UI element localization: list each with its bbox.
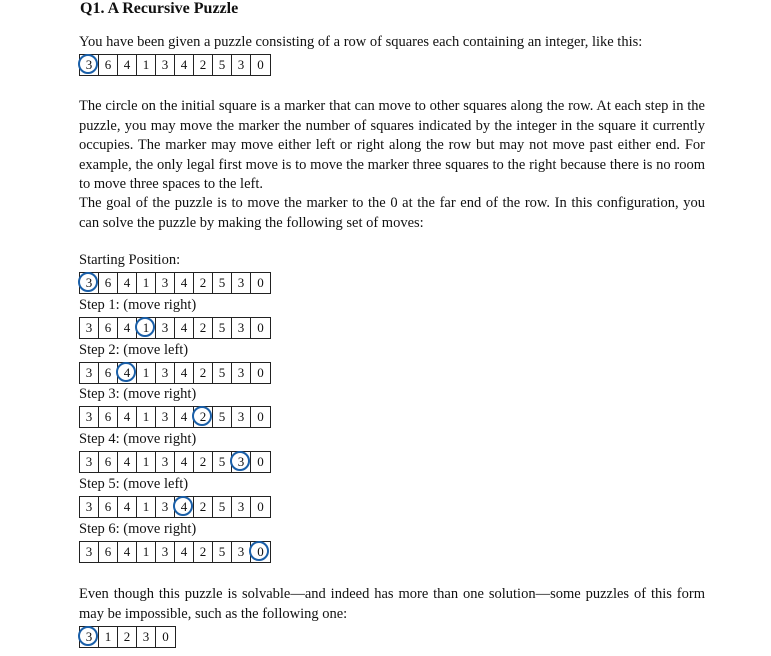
square-value: 1: [104, 629, 112, 644]
puzzle-square: [137, 273, 156, 293]
square-value: 3: [142, 629, 150, 644]
square-value: 6: [104, 454, 112, 470]
square-value: 2: [199, 543, 207, 559]
square-value: 0: [257, 319, 264, 335]
puzzle-square: [99, 318, 118, 338]
puzzle-square: [156, 542, 175, 562]
square-value: 3: [237, 364, 245, 380]
puzzle-square: [118, 273, 137, 293]
step-label: Step 6: (move right): [79, 520, 197, 537]
puzzle-square: [213, 273, 232, 293]
puzzle-square: [213, 407, 232, 427]
square-value: 4: [180, 454, 188, 470]
square-value: 3: [237, 454, 245, 470]
square-value: 3: [237, 275, 245, 290]
puzzle-square: [156, 627, 175, 647]
step-label: Step 3: (move right): [79, 386, 197, 403]
puzzle-square: [99, 55, 118, 75]
puzzle-square: [99, 452, 118, 472]
square-value: 3: [161, 57, 169, 72]
puzzle-square: [118, 452, 137, 472]
square-value: 6: [104, 319, 112, 335]
puzzle-row: [79, 54, 271, 76]
puzzle-square: [194, 318, 213, 338]
square-value: 2: [199, 409, 207, 425]
puzzle-square: [99, 627, 118, 647]
square-value: 3: [85, 499, 93, 514]
square-value: 2: [199, 319, 207, 335]
square-value: 3: [85, 409, 93, 425]
step-label: Step 2: (move left): [79, 341, 189, 358]
square-value: 1: [142, 409, 150, 425]
puzzle-square: [156, 497, 175, 517]
square-value: 3: [85, 454, 93, 470]
puzzle-square: [156, 452, 175, 472]
square-value: 2: [199, 364, 207, 380]
puzzle-square: [80, 542, 99, 562]
square-value: 6: [104, 57, 112, 72]
square-value: 3: [161, 409, 169, 425]
puzzle-square: [99, 542, 118, 562]
puzzle-square: [194, 55, 213, 75]
square-value: 4: [123, 409, 131, 425]
puzzle-square: [99, 497, 118, 517]
square-value: 6: [104, 275, 112, 290]
puzzle-square: [118, 497, 137, 517]
square-value: 5: [218, 57, 226, 72]
square-value: 5: [218, 409, 226, 425]
puzzle-square: [80, 407, 99, 427]
puzzle-square: [156, 363, 175, 383]
square-value: 4: [180, 275, 188, 290]
step-puzzle-row: [79, 541, 271, 563]
square-value: 2: [199, 57, 207, 72]
puzzle-square: [80, 627, 99, 647]
square-value: 4: [180, 57, 188, 72]
puzzle-square: [232, 318, 251, 338]
square-value: 1: [142, 364, 150, 380]
square-value: 0: [162, 629, 169, 644]
square-value: 6: [104, 543, 112, 559]
puzzle-square: [99, 363, 118, 383]
puzzle-square: [251, 542, 270, 562]
square-value: 3: [161, 543, 169, 559]
square-value: 2: [199, 499, 207, 514]
square-value: 2: [199, 454, 207, 470]
puzzle-square: [118, 407, 137, 427]
puzzle-square: [251, 497, 270, 517]
square-value: 3: [161, 275, 169, 290]
square-value: 0: [257, 454, 264, 470]
square-value: 5: [218, 454, 226, 470]
puzzle-square: [137, 542, 156, 562]
puzzle-square: [118, 363, 137, 383]
square-value: 4: [123, 454, 131, 470]
square-value: 3: [237, 543, 245, 559]
step-puzzle-row: [79, 496, 271, 518]
square-value: 1: [142, 499, 150, 514]
description-paragraph-1: The circle on the initial square is a marker that can move to other squares along the row. At each step in the puzzle, you may move the marker the number of squares indicated by the integer in the square it currently occupies. The marker may move either left or right along the row but may not move past either end. For example, the only legal first move is to move the marker three squares to the right because there is no room to move three spaces to the left.: [79, 98, 705, 192]
square-value: 3: [85, 629, 93, 644]
square-value: 5: [218, 275, 226, 290]
square-value: 0: [257, 499, 264, 514]
step-label: Step 1: (move right): [79, 296, 197, 313]
square-value: 4: [180, 364, 188, 380]
square-value: 1: [142, 543, 150, 559]
puzzle-square: [137, 497, 156, 517]
puzzle-square: [137, 452, 156, 472]
square-value: 3: [85, 275, 93, 290]
puzzle-square: [137, 55, 156, 75]
square-value: 3: [85, 364, 93, 380]
puzzle-square: [156, 55, 175, 75]
square-value: 6: [104, 499, 112, 514]
puzzle-square: [232, 497, 251, 517]
puzzle-square: [194, 497, 213, 517]
puzzle-square: [80, 273, 99, 293]
step-puzzle-row: [79, 272, 271, 294]
puzzle-square: [175, 542, 194, 562]
square-value: 3: [237, 319, 245, 335]
step-puzzle-row: [79, 362, 271, 384]
puzzle-square: [80, 452, 99, 472]
square-value: 5: [218, 364, 226, 380]
puzzle-square: [251, 363, 270, 383]
puzzle-square: [213, 55, 232, 75]
puzzle-square: [99, 407, 118, 427]
square-value: 4: [180, 319, 188, 335]
puzzle-square: [232, 55, 251, 75]
square-value: 3: [85, 57, 93, 72]
puzzle-square: [194, 452, 213, 472]
square-value: 4: [123, 57, 131, 72]
square-value: 3: [85, 543, 93, 559]
square-value: 4: [123, 499, 131, 514]
square-value: 1: [142, 319, 150, 335]
square-value: 3: [237, 499, 245, 514]
puzzle-square: [194, 273, 213, 293]
puzzle-square: [213, 497, 232, 517]
square-value: 3: [237, 57, 245, 72]
square-value: 4: [123, 364, 131, 380]
puzzle-square: [213, 452, 232, 472]
impossible-puzzle-row: [79, 626, 176, 648]
square-value: 5: [218, 499, 226, 514]
square-value: 3: [161, 499, 169, 514]
square-value: 3: [85, 319, 93, 335]
puzzle-square: [194, 363, 213, 383]
puzzle-square: [213, 363, 232, 383]
puzzle-square: [118, 55, 137, 75]
puzzle-square: [80, 55, 99, 75]
puzzle-square: [232, 363, 251, 383]
square-value: 4: [180, 409, 188, 425]
puzzle-square: [175, 452, 194, 472]
description-paragraph-2: The goal of the puzzle is to move the marker to the 0 at the far end of the row. In this configuration, you can solve the puzzle by making the following set of moves:: [79, 195, 705, 231]
square-value: 1: [142, 57, 150, 72]
square-value: 0: [257, 275, 264, 290]
puzzle-square: [156, 407, 175, 427]
puzzle-square: [194, 542, 213, 562]
puzzle-square: [118, 627, 137, 647]
step-puzzle-row: [79, 451, 271, 473]
puzzle-square: [137, 627, 156, 647]
step-label: Starting Position:: [79, 252, 181, 268]
step-label: Step 5: (move left): [79, 476, 189, 492]
puzzle-square: [251, 318, 270, 338]
puzzle-square: [175, 497, 194, 517]
square-value: 0: [257, 57, 264, 72]
puzzle-square: [232, 542, 251, 562]
square-value: 5: [218, 543, 226, 559]
puzzle-square: [251, 55, 270, 75]
square-value: 0: [257, 543, 264, 559]
square-value: 2: [199, 275, 207, 290]
puzzle-square: [232, 452, 251, 472]
step-puzzle-row: [79, 317, 271, 339]
puzzle-square: [118, 318, 137, 338]
puzzle-square: [175, 55, 194, 75]
puzzle-square: [118, 542, 137, 562]
square-value: 3: [161, 319, 169, 335]
square-value: 4: [123, 543, 131, 559]
puzzle-square: [156, 273, 175, 293]
puzzle-square: [213, 318, 232, 338]
step-puzzle-row: [79, 406, 271, 428]
square-value: 5: [218, 319, 226, 335]
square-value: 6: [104, 409, 112, 425]
puzzle-square: [175, 273, 194, 293]
puzzle-square: [137, 318, 156, 338]
puzzle-square: [232, 407, 251, 427]
puzzle-square: [251, 407, 270, 427]
puzzle-square: [194, 407, 213, 427]
puzzle-square: [251, 452, 270, 472]
puzzle-square: [175, 318, 194, 338]
square-value: 0: [257, 364, 264, 380]
puzzle-square: [99, 273, 118, 293]
step-label: Step 4: (move right): [79, 431, 197, 448]
puzzle-square: [232, 273, 251, 293]
square-value: 1: [142, 454, 150, 470]
conclusion-text: Even though this puzzle is solvable—and indeed has more than one solution—some puzzles of this form may be impossible, such as the following one:: [79, 586, 705, 622]
puzzle-square: [156, 318, 175, 338]
square-value: 4: [180, 543, 188, 559]
square-value: 3: [237, 409, 245, 425]
square-value: 2: [123, 629, 131, 644]
question-title: Q1. A Recursive Puzzle: [80, 0, 239, 17]
puzzle-square: [137, 363, 156, 383]
intro-text: You have been given a puzzle consisting of a row of squares each containing an integer, like this:: [79, 34, 643, 50]
square-value: 6: [104, 364, 112, 380]
square-value: 3: [161, 364, 169, 380]
puzzle-square: [175, 407, 194, 427]
puzzle-square: [175, 363, 194, 383]
puzzle-square: [251, 273, 270, 293]
square-value: 4: [180, 499, 188, 514]
puzzle-square: [137, 407, 156, 427]
puzzle-square: [80, 318, 99, 338]
square-value: 1: [142, 275, 150, 290]
puzzle-square: [80, 363, 99, 383]
puzzle-square: [80, 497, 99, 517]
square-value: 0: [257, 409, 264, 425]
puzzle-square: [213, 542, 232, 562]
square-value: 4: [123, 319, 131, 335]
square-value: 3: [161, 454, 169, 470]
square-value: 4: [123, 275, 131, 290]
